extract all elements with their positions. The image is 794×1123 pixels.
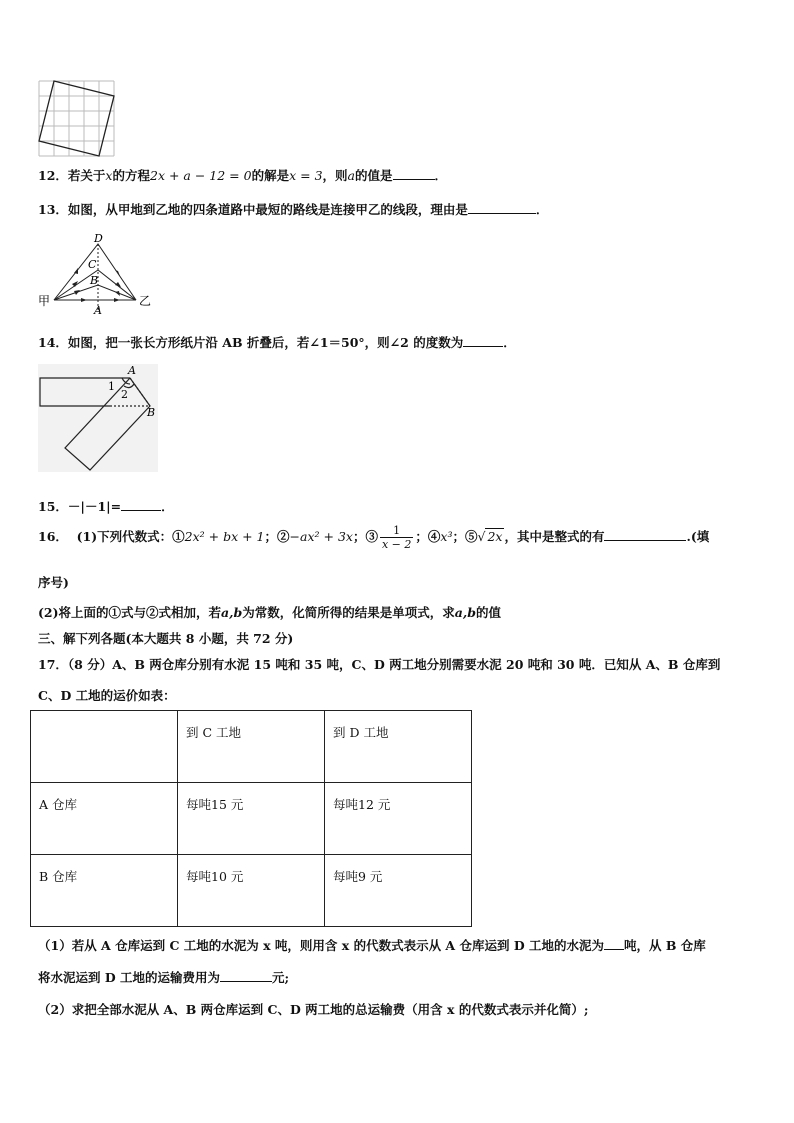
table-cell: 到 D 工地 (325, 711, 472, 783)
table-row (31, 783, 472, 855)
question-17-sub1-line2: 将水泥运到 D 工地的运输费用为 元; (38, 970, 290, 985)
freight-table (30, 710, 472, 927)
table-cell: B 仓库 (31, 855, 178, 927)
answer-blank[interactable] (463, 334, 503, 347)
label-jia: 甲 (38, 294, 51, 308)
table-row (31, 855, 472, 927)
question-17-sub2: （2）求把全部水泥从 A、B 两仓库运到 C、D 两工地的总运输费（用含 x 的代数式表示并化简）; (38, 1002, 589, 1017)
question-13: 13．如图，从甲地到乙地的四条道路中最短的路线是连接甲乙的线段，理由是 ． (38, 202, 549, 217)
question-16-line2: 序号) (38, 575, 69, 590)
answer-blank[interactable] (220, 969, 272, 982)
label-yi: 乙 (139, 294, 152, 308)
question-16: 16． (1)下列代数式：①2x² + bx + 1；②−ax² + 3x；③ $\frac{1}{x - 2}$ ；④x³；⑤√ 2x ，其中是整式的有 .(填 (38, 524, 710, 551)
equation: 2x + a − 12 = 0 (150, 168, 252, 183)
table-cell: 到 C 工地 (178, 711, 325, 783)
table-cell: 每吨10 元 (178, 855, 325, 927)
grid-square-figure (38, 80, 116, 158)
label-b: B (90, 274, 99, 287)
label-a: A (94, 304, 102, 316)
angle-1: 1 (108, 380, 115, 393)
angle-2: 2 (121, 388, 128, 401)
label-d: D (94, 232, 103, 245)
label-b: B (147, 406, 156, 419)
answer-blank[interactable] (604, 528, 686, 541)
table-cell: A 仓库 (31, 783, 178, 855)
question-16-part2: (2)将上面的①式与②式相加，若a,b为常数，化简所得的结果是单项式，求a,b的值 (38, 605, 501, 620)
label-c: C (88, 258, 97, 271)
question-12: 12．若关于x的方程2x + a − 12 = 0的解是x = 3，则a的值是 ． (38, 168, 448, 183)
answer-blank[interactable] (604, 937, 624, 950)
table-cell (31, 711, 178, 783)
question-14: 14．如图，把一张长方形纸片沿 AB 折叠后，若∠1＝50°，则∠2 的度数为 ． (38, 335, 516, 350)
table-header-row (31, 711, 472, 783)
question-15: 15．－|－1|= ． (38, 499, 174, 514)
label-a: A (128, 364, 136, 377)
table-cell: 每吨15 元 (178, 783, 325, 855)
routes-figure (36, 232, 166, 316)
answer-blank[interactable] (468, 201, 536, 214)
question-17-line2: C、D 工地的运价如表： (38, 688, 176, 703)
folded-paper-figure (38, 364, 158, 472)
question-17-line1: 17．（8 分）A、B 两仓库分别有水泥 15 吨和 35 吨，C、D 两工地分别需要水泥 20 吨和 30 吨．已知从 A、B 仓库到 (38, 657, 721, 672)
section-heading: 三、解下列各题(本大题共 8 小题，共 72 分) (38, 631, 294, 646)
fraction: $\frac{1}{x - 2}$ (381, 524, 412, 551)
question-17-sub1: （1）若从 A 仓库运到 C 工地的水泥为 x 吨，则用含 x 的代数式表示从 A 仓库运到 D 工地的水泥为 吨，从 B 仓库 (38, 938, 706, 953)
table-cell: 每吨9 元 (325, 855, 472, 927)
answer-blank[interactable] (393, 167, 435, 180)
table-cell: 每吨12 元 (325, 783, 472, 855)
answer-blank[interactable] (121, 498, 161, 511)
